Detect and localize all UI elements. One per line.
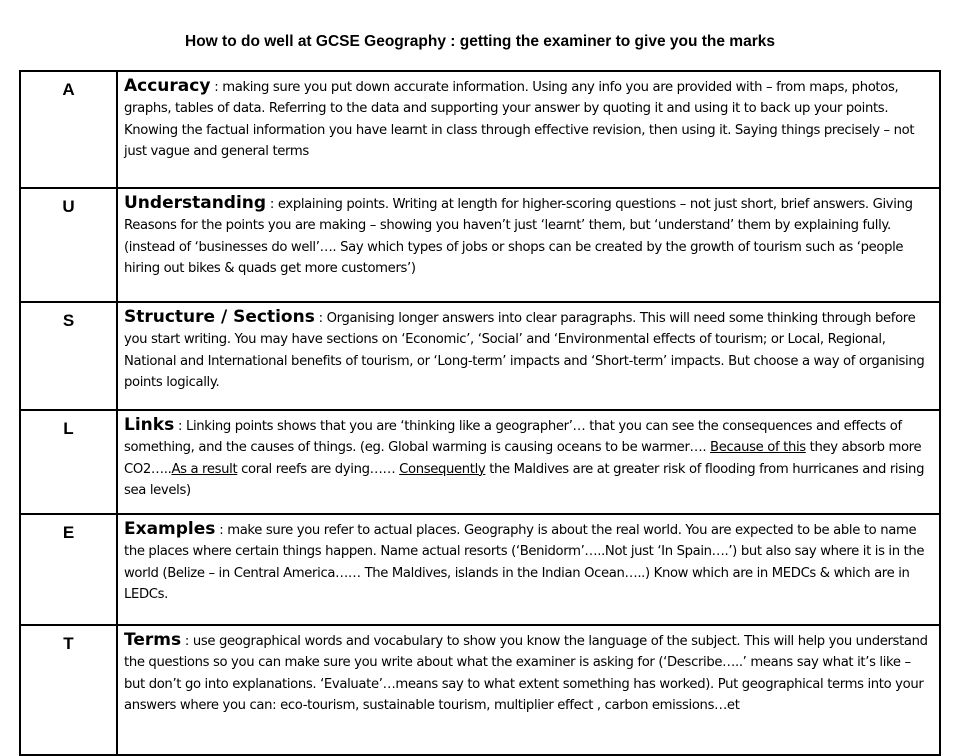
row-content <box>117 188 940 302</box>
row-content <box>117 71 940 188</box>
row-heading: Examples <box>124 519 216 539</box>
row-content <box>117 514 940 625</box>
row-heading: Understanding <box>124 193 267 213</box>
row-letter: S <box>20 302 117 410</box>
row-letter: U <box>20 188 117 302</box>
linking-phrase: As a result <box>171 461 238 477</box>
row-heading: Terms <box>124 630 182 650</box>
row-heading: Links <box>124 415 175 435</box>
row-letter: E <box>20 514 117 625</box>
row-content <box>117 625 940 755</box>
row-text: : Linking points shows that you are ‘thinking like a geographer’… that you can see the consequences and effects of something, and the causes of things. (eg. Global warming is causing oceans to be warmer…. <box>124 419 902 456</box>
linking-phrase: Consequently <box>399 461 486 477</box>
auslet-table <box>19 70 941 756</box>
page-title: How to do well at GCSE Geography : getting the examiner to give you the marks <box>185 33 775 50</box>
row-text: the Maldives are at greater risk of flooding from hurricanes and rising sea levels) <box>124 461 925 499</box>
table-row <box>20 71 940 188</box>
row-letter: A <box>20 71 117 188</box>
row-text: : making sure you put down accurate information. Using any info you are provided with – from maps, photos, graphs, tables of data. Referring to the data and supporting your answer by quoting it and using it to back up your points. Knowing the factual information you have learnt in class through effective revision, then using it. Saying things precisely – not just vague and general terms <box>124 80 915 160</box>
row-text: they absorb more CO2….. <box>124 440 922 477</box>
row-text: : Organising longer answers into clear paragraphs. This will need some thinking through before you start writing. You may have sections on ‘Economic’, ‘Social’ and ‘Environmental effects of tourism; or Local, Regional, National and International benefits of tourism, or ‘Long-term’ impacts and ‘Short-term’ impacts. But choose a way of organising points logically. <box>124 311 925 391</box>
row-heading: Structure / Sections <box>124 307 315 327</box>
table-row <box>20 514 940 625</box>
row-text: : explaining points. Writing at length for higher-scoring questions – not just short, brief answers. Giving Reasons for the points you are making – showing you haven’t just ‘learnt’ them, but ‘understand’ them by explaining fully. (instead of ‘businesses do well’…. Say which types of jobs or shops can be created by the growth of tourism such as ‘people hiring out bikes & quads get more customers’) <box>124 197 913 277</box>
table-row <box>20 410 940 514</box>
row-text: coral reefs are dying…… <box>237 461 400 477</box>
row-letter: L <box>20 410 117 514</box>
table-row <box>20 188 940 302</box>
row-content <box>117 302 940 410</box>
table-row <box>20 625 940 755</box>
row-heading: Accuracy <box>124 76 211 96</box>
row-text: : make sure you refer to actual places. Geography is about the real world. You are expected to be able to name the places where certain things happen. Name actual resorts (‘Benidorm’…..Not just ‘In Spain….’) but also say where it is in the world (Belize – in Central America…… The Maldives, islands in the Indian Ocean…..) Know which are in MEDCs & which are in LEDCs. <box>124 523 925 603</box>
table-row <box>20 302 940 410</box>
row-text: : use geographical words and vocabulary to show you know the language of the subject. This will help you understand the questions so you can make sure you write about what the examiner is asking for (‘Describe…..’ means say what it’s like – but don’t go into explanations. ‘Evaluate’…means say to what extent something has worked). Put geographical terms into your answers where you can: eco-tourism, sustainable tourism, multiplier effect , carbon emissions…et <box>124 634 928 714</box>
row-content <box>117 410 940 514</box>
row-letter: T <box>20 625 117 755</box>
linking-phrase: Because of this <box>710 440 806 456</box>
